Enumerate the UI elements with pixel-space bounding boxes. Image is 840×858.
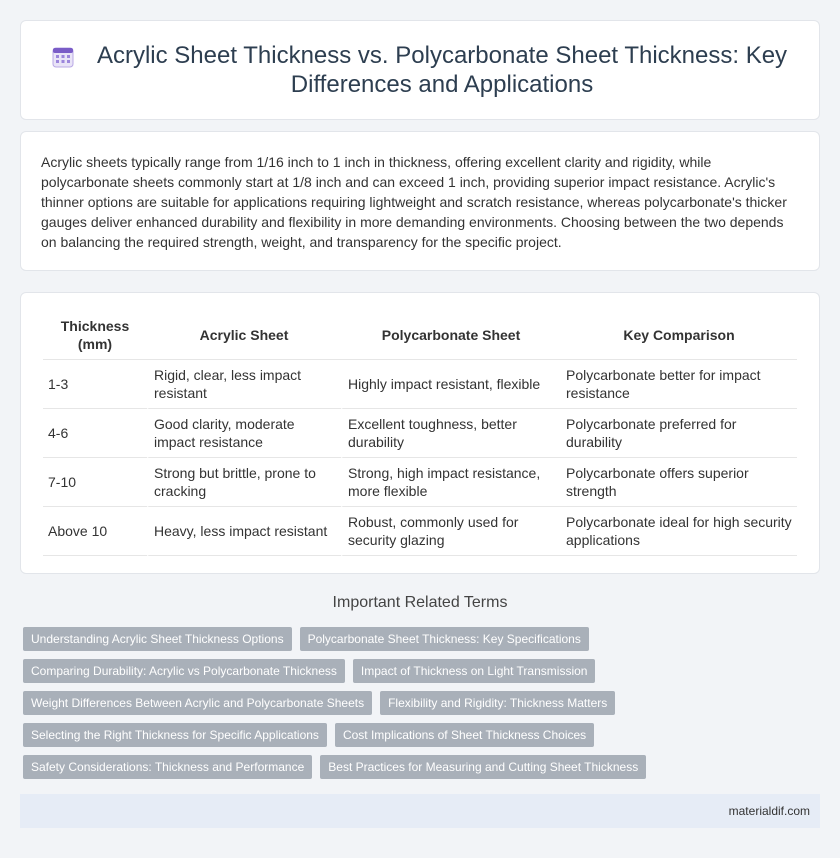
related-term-tag[interactable]: Impact of Thickness on Light Transmission	[353, 659, 596, 683]
table-cell: Polycarbonate ideal for high security applications	[561, 507, 797, 556]
table-row	[43, 458, 797, 507]
related-term-tag[interactable]: Best Practices for Measuring and Cutting Sheet Thickness	[320, 755, 646, 779]
related-terms-title: Important Related Terms	[332, 594, 508, 611]
related-term-tag[interactable]: Polycarbonate Sheet Thickness: Key Specifications	[300, 627, 589, 651]
related-term-tag[interactable]: Flexibility and Rigidity: Thickness Matters	[380, 691, 615, 715]
table-cell: Robust, commonly used for security glazing	[341, 507, 561, 556]
table-cell: Polycarbonate preferred for durability	[561, 409, 797, 458]
calendar-grid-icon	[51, 45, 75, 69]
table-cell: 1-3	[43, 360, 147, 409]
table-row	[43, 507, 797, 556]
table-cell: Highly impact resistant, flexible	[341, 360, 561, 409]
table-cell: 7-10	[43, 458, 147, 507]
table-cell: Above 10	[43, 507, 147, 556]
footer-site-link[interactable]: materialdif.com	[728, 804, 810, 818]
intro-paragraph: Acrylic sheets typically range from 1/16 inch to 1 inch in thickness, offering excellent clarity and rigidity, while polycarbonate sheets commonly start at 1/8 inch and can exceed 1 inch, providing superior impact resistance. Acrylic's thinner options are suitable for applications requiring lightweight and scratch resistance, whereas polycarbonate's thicker gauges deliver enhanced durability and flexibility in more demanding environments. Choosing between the two depends on balancing the required strength, weight, and transparency for the specific project.	[41, 154, 787, 250]
table-cell: Polycarbonate offers superior strength	[561, 458, 797, 507]
table-cell: Rigid, clear, less impact resistant	[147, 360, 341, 409]
comparison-table	[43, 307, 797, 556]
table-cell: 4-6	[43, 409, 147, 458]
related-term-tag[interactable]: Weight Differences Between Acrylic and Polycarbonate Sheets	[23, 691, 372, 715]
related-term-tag[interactable]: Safety Considerations: Thickness and Performance	[23, 755, 312, 779]
table-cell: Heavy, less impact resistant	[147, 507, 341, 556]
related-term-tag[interactable]: Comparing Durability: Acrylic vs Polycarbonate Thickness	[23, 659, 345, 683]
column-header-comparison: Key Comparison	[561, 307, 797, 360]
table-row	[43, 409, 797, 458]
table-cell: Strong but brittle, prone to cracking	[147, 458, 341, 507]
table-cell: Excellent toughness, better durability	[341, 409, 561, 458]
table-cell: Strong, high impact resistance, more flexible	[341, 458, 561, 507]
column-header-thickness: Thickness (mm)	[43, 307, 147, 360]
related-term-tag[interactable]: Selecting the Right Thickness for Specific Applications	[23, 723, 327, 747]
header-card	[20, 20, 820, 120]
intro-card	[20, 131, 820, 271]
comparison-table-card	[20, 292, 820, 574]
table-cell: Good clarity, moderate impact resistance	[147, 409, 341, 458]
related-terms-list	[23, 627, 813, 787]
table-row	[43, 360, 797, 409]
column-header-polycarbonate: Polycarbonate Sheet	[341, 307, 561, 360]
table-header-row	[43, 307, 797, 360]
page-title: Acrylic Sheet Thickness vs. Polycarbonate Sheet Thickness: Key Differences and Applications	[96, 42, 788, 98]
related-term-tag[interactable]: Cost Implications of Sheet Thickness Choices	[335, 723, 594, 747]
table-cell: Polycarbonate better for impact resistance	[561, 360, 797, 409]
footer	[20, 794, 820, 828]
column-header-acrylic: Acrylic Sheet	[147, 307, 341, 360]
related-term-tag[interactable]: Understanding Acrylic Sheet Thickness Options	[23, 627, 292, 651]
